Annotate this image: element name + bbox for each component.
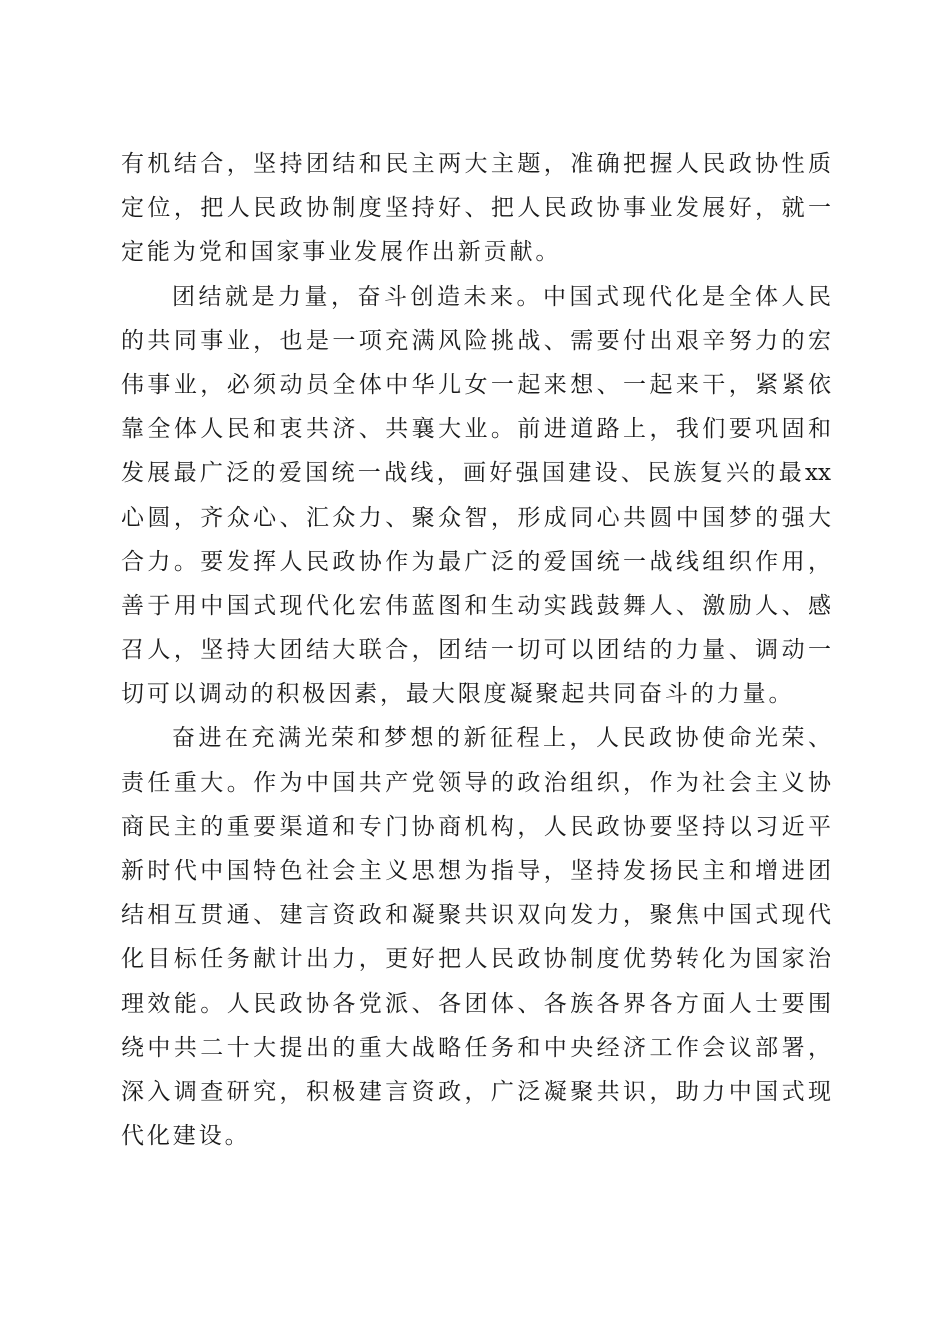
text-line: 结相互贯通、建言资政和凝聚共识双向发力，聚焦中国式现代	[121, 902, 831, 929]
text-line: 善于用中国式现代化宏伟蓝图和生动实践鼓舞人、激励人、感	[121, 592, 831, 619]
paragraph-3	[121, 716, 831, 1158]
text-line: 商民主的重要渠道和专门协商机构，人民政协要坚持以习近平	[121, 813, 831, 840]
text-line: 绕中共二十大提出的重大战略任务和中央经济工作会议部署，	[121, 1034, 831, 1061]
text-line: 靠全体人民和衷共济、共襄大业。前进道路上，我们要巩固和	[121, 416, 831, 443]
document-body	[121, 142, 831, 1158]
text-line: 伟事业，必须动员全体中华儿女一起来想、一起来干，紧紧依	[121, 371, 831, 398]
text-line: 理效能。人民政协各党派、各团体、各族各界各方面人士要围	[121, 990, 831, 1017]
paragraph-2	[121, 275, 831, 717]
text-line: 新时代中国特色社会主义思想为指导，坚持发扬民主和增进团	[121, 858, 831, 884]
text-line: 奋进在充满光荣和梦想的新征程上，人民政协使命光荣、	[172, 725, 831, 752]
text-line: 合力。要发挥人民政协作为最广泛的爱国统一战线组织作用，	[121, 548, 831, 575]
text-line: 责任重大。作为中国共产党领导的政治组织，作为社会主义协	[121, 769, 831, 796]
text-line: 心圆，齐众心、汇众力、聚众智，形成同心共圆中国梦的强大	[121, 504, 831, 531]
text-line: 化目标任务献计出力，更好把人民政协制度优势转化为国家治	[121, 946, 831, 973]
text-line: 深入调查研究，积极建言资政，广泛凝聚共识，助力中国式现	[121, 1078, 831, 1105]
text-line: 代化建设。	[121, 1123, 251, 1150]
text-line: 的共同事业，也是一项充满风险挑战、需要付出艰辛努力的宏	[121, 327, 831, 354]
text-line: 团结就是力量，奋斗创造未来。中国式现代化是全体人民	[172, 283, 831, 310]
text-line: 定位，把人民政协制度坚持好、把人民政协事业发展好，就一	[121, 195, 831, 222]
text-line: 召人，坚持大团结大联合，团结一切可以团结的力量、调动一	[121, 637, 831, 664]
text-line: 有机结合，坚持团结和民主两大主题，准确把握人民政协性质	[121, 151, 831, 177]
text-line: 定能为党和国家事业发展作出新贡献。	[121, 239, 562, 266]
text-line: 发展最广泛的爱国统一战线，画好强国建设、民族复兴的最xx	[121, 460, 831, 487]
text-line: 切可以调动的积极因素，最大限度凝聚起共同奋斗的力量。	[121, 681, 795, 708]
paragraph-1	[121, 142, 831, 275]
